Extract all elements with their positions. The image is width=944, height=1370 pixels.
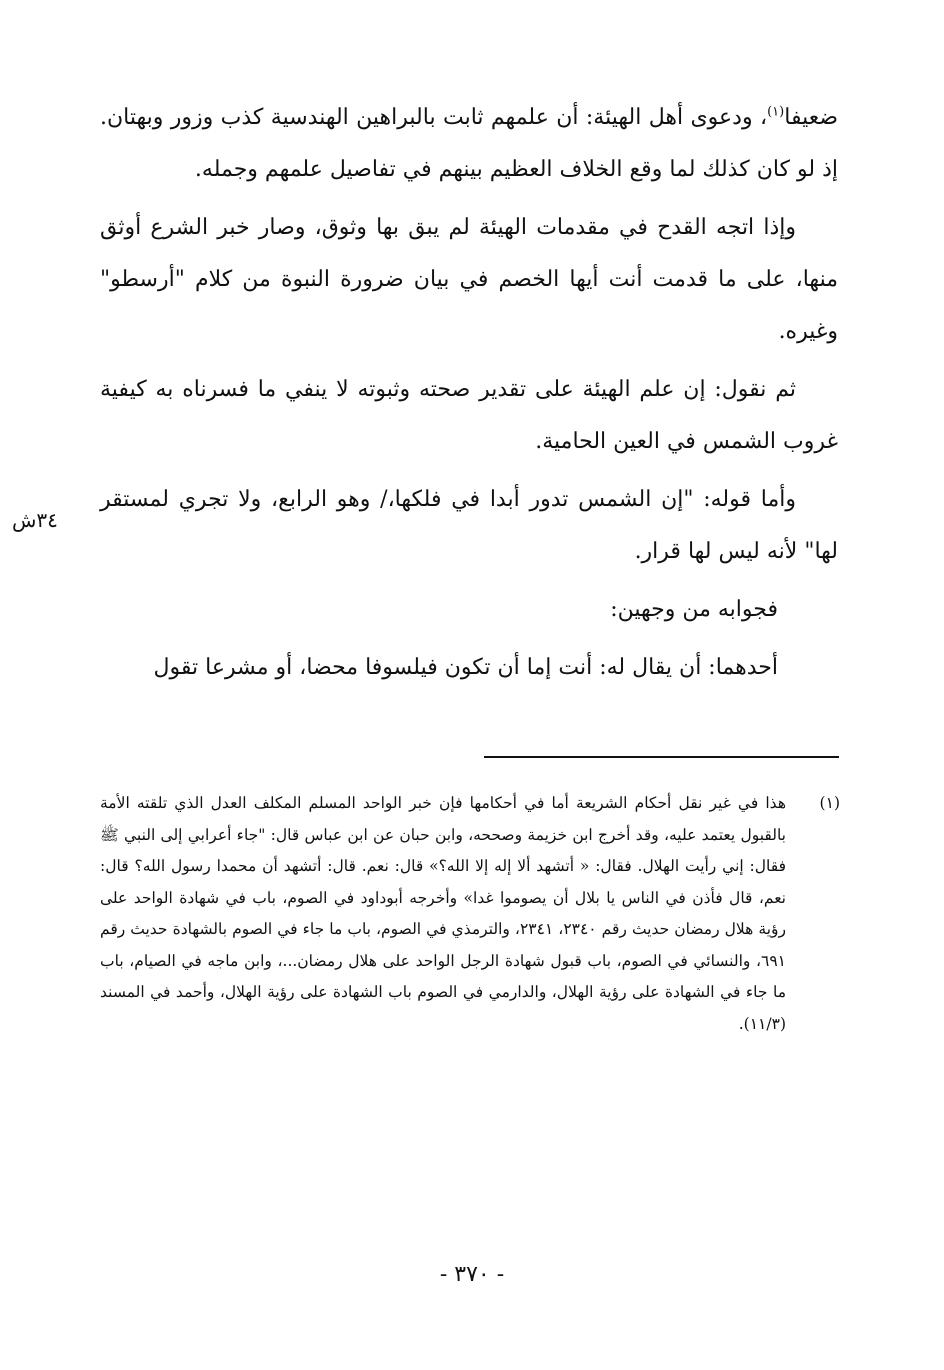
footnote-text: هذا في غير نقل أحكام الشريعة أما في أحكامها فإن خبر الواحد المسلم المكلف العدل الذي تلقته الأمة بالقبول يعتمد عليه، وقد أخرج ابن خزيمة وصححه، وابن حبان عن ابن عباس قال: "جاء أعرابي إلى النبي ﷺ فقال: إني رأيت الهلال. فقال: « أتشهد ألا إله إلا الله؟» قال: نعم. قال: أتشهد أن محمدا رسول الله؟ قال: نعم، قال فأذن في الناس يا بلال أن يصوموا غدا» وأخرجه أبوداود في الصوم، باب في شهادة الواحد على رؤية هلال رمضان حديث رقم ٢٣٤٠، ٢٣٤١، والترمذي في الصوم، باب ما جاء في الصوم بالشهادة حديث رقم ٦٩١، والنسائي في الصوم، باب قبول شهادة الرجل الواحد على هلال رمضان...، وابن ماجه في الصيام، باب ما جاء في الشهادة على رؤية الهلال، والدارمي في الصوم باب الشهادة على رؤية الهلال، وأحمد في المسند (١١/٣). — [100, 794, 786, 1033]
paragraph-5: فجوابه من وجهين: — [610, 597, 778, 622]
page-number: - ٣٧٠ - — [439, 1262, 505, 1287]
paragraph-2: وإذا اتجه القدح في مقدمات الهيئة لم يبق بها وثوق، وصار خبر الشرع أوثق منها، على ما قدمت أنت أيها الخصم في بيان ضرورة النبوة من كلام "أرسطو" وغيره. — [100, 215, 838, 344]
manuscript-folio-note: ٣٤ش — [12, 508, 58, 532]
main-text — [100, 92, 838, 700]
paragraph-3: ثم نقول: إن علم الهيئة على تقدير صحته وثبوته لا ينفي ما فسرناه به كيفية غروب الشمس في العين الحامية. — [100, 377, 838, 454]
paragraph-6: أحدهما: أن يقال له: أنت إما أن تكون فيلسوفا محضا، أو مشرعا تقول — [153, 655, 778, 680]
paragraph-1-start: ضعيفا — [784, 105, 838, 130]
paragraph-1 — [100, 92, 838, 196]
footnote-reference[interactable]: (١) — [767, 104, 785, 120]
footnotes-section — [100, 788, 840, 1040]
paragraph-1-rest: ، ودعوى أهل الهيئة: أن علمهم ثابت بالبراهين الهندسية كذب وزور وبهتان. إذ لو كان كذلك لما وقع الخلاف العظيم بينهم في تفاصيل علمهم وجمله. — [100, 105, 838, 182]
footnote-number: (١) — [819, 794, 840, 812]
footnote-separator — [484, 756, 839, 758]
footnote-item — [100, 788, 840, 1040]
paragraph-4: وأما قوله: "إن الشمس تدور أبدا في فلكها،/ وهو الرابع، ولا تجري لمستقر لها" لأنه ليس لها قرار. — [100, 487, 838, 564]
